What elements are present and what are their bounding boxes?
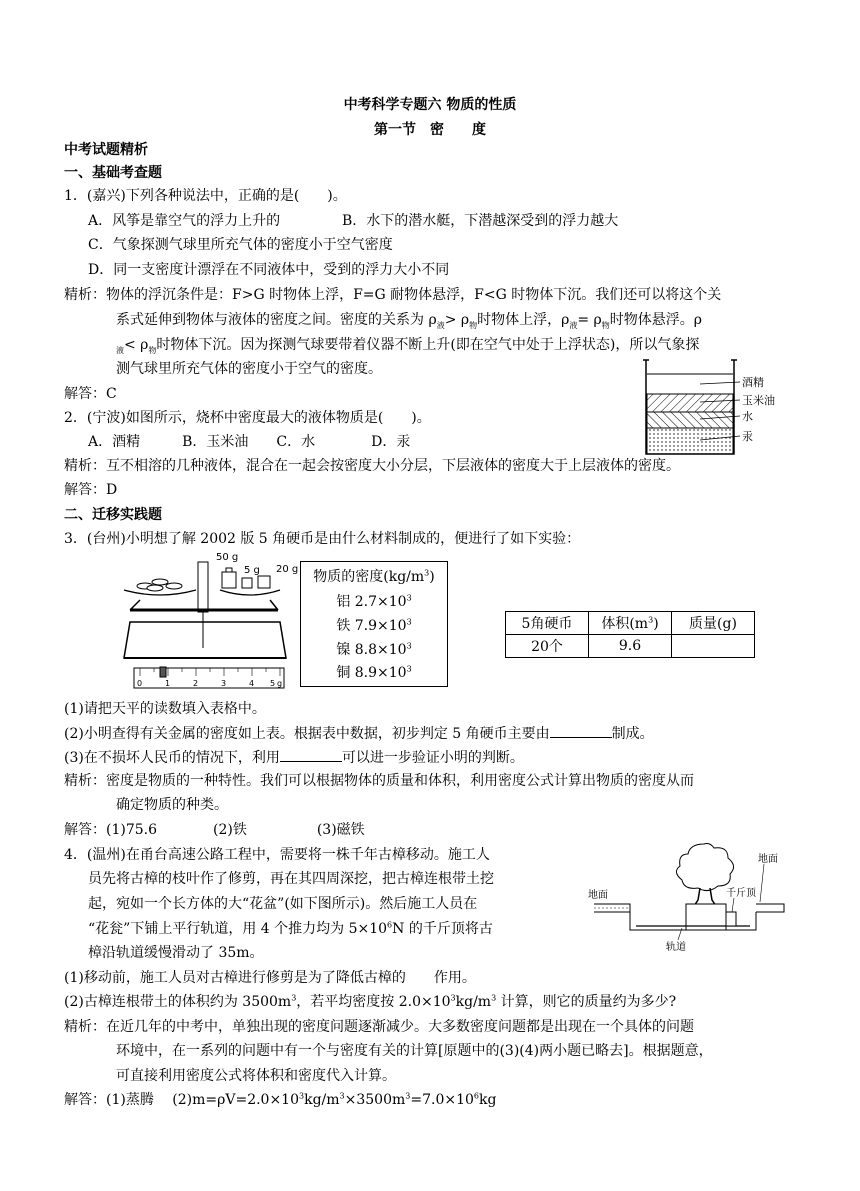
scale-5: 5 xyxy=(270,679,276,688)
rider xyxy=(160,667,166,677)
jack xyxy=(726,912,736,926)
part2-heading: 二、迁移实践题 xyxy=(64,507,162,523)
q1-option-b: B．水下的潜水艇，下潜越深受到的浮力越大 xyxy=(342,213,619,229)
scale-2: 2 xyxy=(193,679,199,688)
coin xyxy=(166,583,182,589)
coin-table-header-volume: 体积$(m^3)$ xyxy=(589,612,672,635)
weight-label-20g: 20 g xyxy=(276,564,299,575)
q1-analysis-line3: $_液< \rho_物$时物体下沉。因为探测气球要带着仪器不断上升(即在空气中处于上浮状态)，所以气象探 xyxy=(116,337,700,355)
q3-analysis-line1: 精析：密度是物质的一种特性。我们可以根据物体的质量和体积，利用密度公式计算出物质的密度从而 xyxy=(64,773,694,789)
q4-answer: 解答：(1)蒸腾 $(2)m=\rho V=2.0\times 10^3kg/m^3\times 3500m^3=7.0\times 10^6kg$ xyxy=(64,1091,497,1108)
q3-blank-1 xyxy=(550,723,612,738)
q3-part3: (3)在不损坏人民币的情况下，利用 可以进一步验证小明的判断。 xyxy=(64,747,524,768)
weight-20g xyxy=(258,576,270,588)
q1-option-a: A．风筝是靠空气的浮力上升的 xyxy=(88,213,281,229)
scale-1: 1 xyxy=(165,679,171,688)
coin xyxy=(147,585,163,591)
q4-analysis-line1: 精析：在近几年的中考中，单独出现的密度问题逐渐减少。大多数密度问题都是出现在一个具体的问题 xyxy=(64,1019,694,1035)
q1-option-d: D．同一支密度计漂浮在不同液体中，受到的浮力大小不同 xyxy=(88,262,450,278)
q3-answer: 解答：(1)75.6 (2)铁 (3)磁铁 xyxy=(64,822,365,838)
weight-5g xyxy=(242,578,252,588)
q4-part2: (2)古樟连根带土的体积约为 $3500m^3$，若平均密度按 $2.0\times 10^3kg/m^3$ 计算，则它的质量约为多少? xyxy=(64,993,677,1010)
section-heading: 中考试题精析 xyxy=(64,142,148,158)
density-header: 物质的密度$(kg/m^3)$ xyxy=(313,568,435,585)
rider-scale xyxy=(134,668,284,688)
coin-table-header-coin: 5角硬币 xyxy=(506,612,589,635)
part1-heading: 一、基础考查题 xyxy=(64,165,162,181)
q1-option-c: C．气象探测气球里所充气体的密度小于空气密度 xyxy=(88,237,393,253)
scale-4: 4 xyxy=(249,679,255,688)
tree-crown xyxy=(676,844,733,891)
density-row-al: 铝 $2.7\times 10^3$ xyxy=(336,593,412,610)
density-table xyxy=(300,561,448,687)
page-subtitle: 第一节 密 度 xyxy=(374,122,486,138)
q4-line2: 员先将古樟的枝叶作了修剪，再在其四周深挖，把古樟连根带土挖 xyxy=(88,871,494,887)
beaker-label-alcohol: 酒精 xyxy=(742,376,764,389)
fig-label-track: 轨道 xyxy=(666,942,686,953)
q1-answer: 解答：C xyxy=(64,386,117,402)
density-row-fe: 铁 $7.9\times 10^3$ xyxy=(336,617,412,634)
q4-line3: 起，宛如一个长方体的大“花盆”(如下图所示)。然后施工人员在 xyxy=(88,896,478,912)
scale-0: 0 xyxy=(137,679,143,688)
q3-analysis-line2: 确定物质的种类。 xyxy=(116,797,228,813)
q4-part1: (1)移动前，施工人员对古樟进行修剪是为了降低古樟的 作用。 xyxy=(64,970,476,986)
coin xyxy=(152,579,168,585)
coin-table-volume: 9.6 xyxy=(589,635,672,658)
scale-3: 3 xyxy=(221,679,227,688)
coin-table-header-mass: 质量(g) xyxy=(672,612,755,635)
balance-base xyxy=(124,622,286,658)
beaker-figure xyxy=(640,356,790,460)
beaker-label-water: 水 xyxy=(742,410,753,423)
q3-part1: (1)请把天平的读数填入表格中。 xyxy=(64,701,266,717)
fig-label-ground-left: 地面 xyxy=(588,890,608,901)
tree-figure xyxy=(586,838,786,956)
q1-stem: 1．(嘉兴)下列各种说法中，正确的是( )。 xyxy=(64,188,347,204)
weight-label-50g: 50 g xyxy=(216,552,239,563)
q4-line4: “花瓮”下铺上平行轨道，用 4 个推力均为 $5\times 10^6N$ 的千斤顶将古 xyxy=(88,920,493,937)
beaker-label-oil: 玉米油 xyxy=(742,394,775,407)
q4-analysis-line2: 环境中，在一系列的问题中有一个与密度有关的计算[原题中的(3)(4)两小题已略去]。根据题意， xyxy=(116,1043,713,1059)
q1-analysis-line1: 精析：物体的浮沉条件是：F>G 时物体上浮，F=G 耐物体悬浮，F<G 时物体下沉。我们还可以将这个关 xyxy=(64,287,722,303)
balance-pillar xyxy=(198,562,208,612)
q1-analysis-line2: 系式延伸到物体与液体的密度之间。密度的关系为 $\rho_液> \rho_物$时物体上浮，$\rho_液= \rho_物$时物体悬浮。ρ xyxy=(116,312,702,330)
fig-label-ground-right: 地面 xyxy=(758,854,778,865)
coin-table-mass xyxy=(672,635,755,658)
density-row-cu: 铜 $8.9\times 10^3$ xyxy=(336,664,412,681)
q2-analysis: 精析：互不相溶的几种液体，混合在一起会按密度大小分层，下层液体的密度大于上层液体的密度。 xyxy=(64,458,680,474)
coin-table xyxy=(505,611,755,658)
fig-label-jack: 千斤顶 xyxy=(726,888,756,899)
q1-analysis-line4: 测气球里所充气体的密度小于空气的密度。 xyxy=(116,361,382,377)
weight-50g xyxy=(222,572,236,588)
coin-table-count: 20个 xyxy=(506,635,589,658)
beaker-label-mercury: 汞 xyxy=(742,430,753,443)
scale-unit: g xyxy=(277,679,283,688)
q2-stem: 2．(宁波)如图所示，烧杯中密度最大的液体物质是( )。 xyxy=(64,410,431,426)
q2-answer: 解答：D xyxy=(64,482,118,498)
density-row-ni: 镍 $8.8\times 10^3$ xyxy=(336,641,412,658)
weight-knob xyxy=(226,568,232,572)
q4-line5: 樟沿轨道缓慢滑动了 35m。 xyxy=(88,945,264,961)
page-title: 中考科学专题六 物质的性质 xyxy=(343,97,517,113)
q4-line1: 4．(温州)在甬台高速公路工程中，需要将一株千年古樟移动。施工人 xyxy=(64,847,490,863)
ground-right xyxy=(756,904,784,912)
q4-analysis-line3: 可直接利用密度公式将体积和密度代入计算。 xyxy=(116,1068,396,1084)
right-pan xyxy=(220,590,280,595)
q3-part2: (2)小明查得有关金属的密度如上表。根据表中数据，初步判定 5 角硬币主要由 制成。 xyxy=(64,723,654,744)
q3-blank-2 xyxy=(280,747,342,762)
balance-figure xyxy=(110,548,300,696)
q3-stem: 3．(台州)小明想了解 2002 版 5 角硬币是由什么材料制成的，便进行了如下实验： xyxy=(64,531,581,547)
q2-options: A．酒精 B．玉米油 C．水 D．汞 xyxy=(88,434,411,450)
weight-label-5g: 5 g xyxy=(244,565,260,576)
